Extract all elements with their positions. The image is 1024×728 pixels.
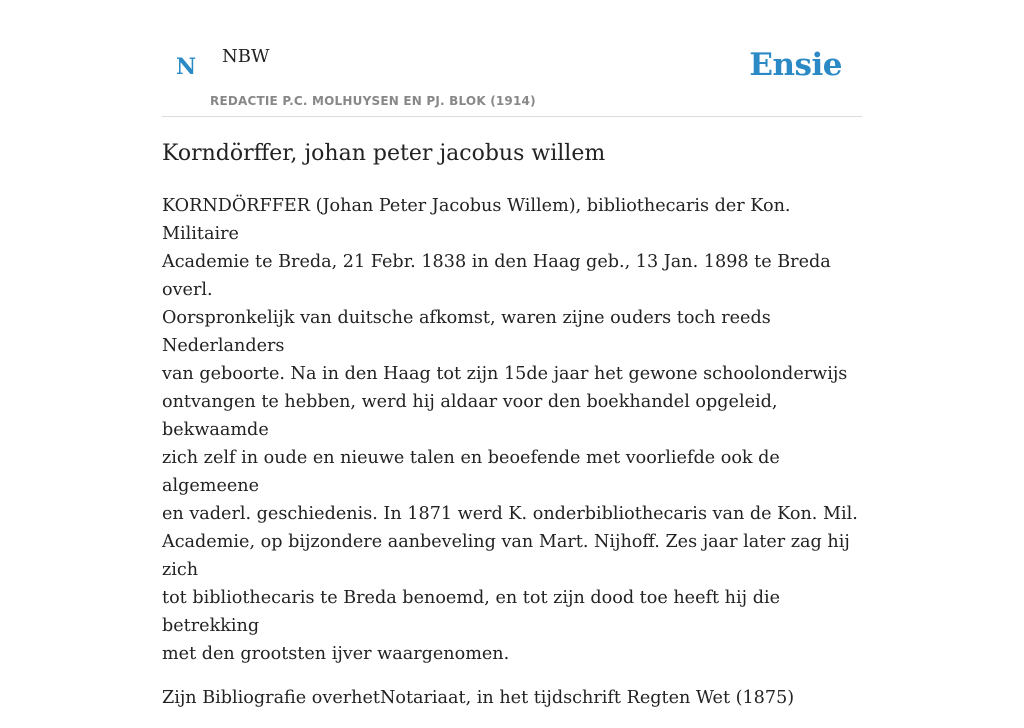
source-subtitle: REDACTIE P.C. MOLHUYSEN EN PJ. BLOK (1914) [210,94,536,108]
site-header [162,0,862,117]
article-paragraph: Zijn Bibliografie overhetNotariaat, in het tijdschrift Regten Wet (1875) [162,688,795,708]
brand-logo[interactable]: Ensie [749,47,842,83]
article-title: Korndörffer, johan peter jacobus willem [162,141,606,166]
source-name[interactable]: NBW [222,46,270,67]
article-paragraph: KORNDÖRFFER (Johan Peter Jacobus Willem), bibliothecaris der Kon. Militaire Academie te Breda, 21 Febr. 1838 in den Haag geb., 13 Jan. 1898 te Breda overl. Oorspronkelijk van duitsche afkomst, waren zijne ouders toch reeds Nederlanders van geboorte. Na in den Haag tot zijn 15de jaar het gewone schoolonderwijs ontvangen te hebben, werd hij aldaar voor den boekhandel opgeleid, bekwaamde zich zelf in oude en nieuwe talen en beoefende met voorliefde ook de algemeene en vaderl. geschiedenis. In 1871 werd K. onderbibliothecaris van de Kon. Mil. Academie, op bijzondere aanbeveling van Mart. Nijhoff. Zes jaar later zag hij zich tot bibliothecaris te Breda benoemd, en tot zijn dood toe heeft hij die betrekking met den grootsten ijver waargenomen. [162,196,858,664]
article-body [162,192,862,728]
source-logo[interactable]: N [176,54,197,80]
